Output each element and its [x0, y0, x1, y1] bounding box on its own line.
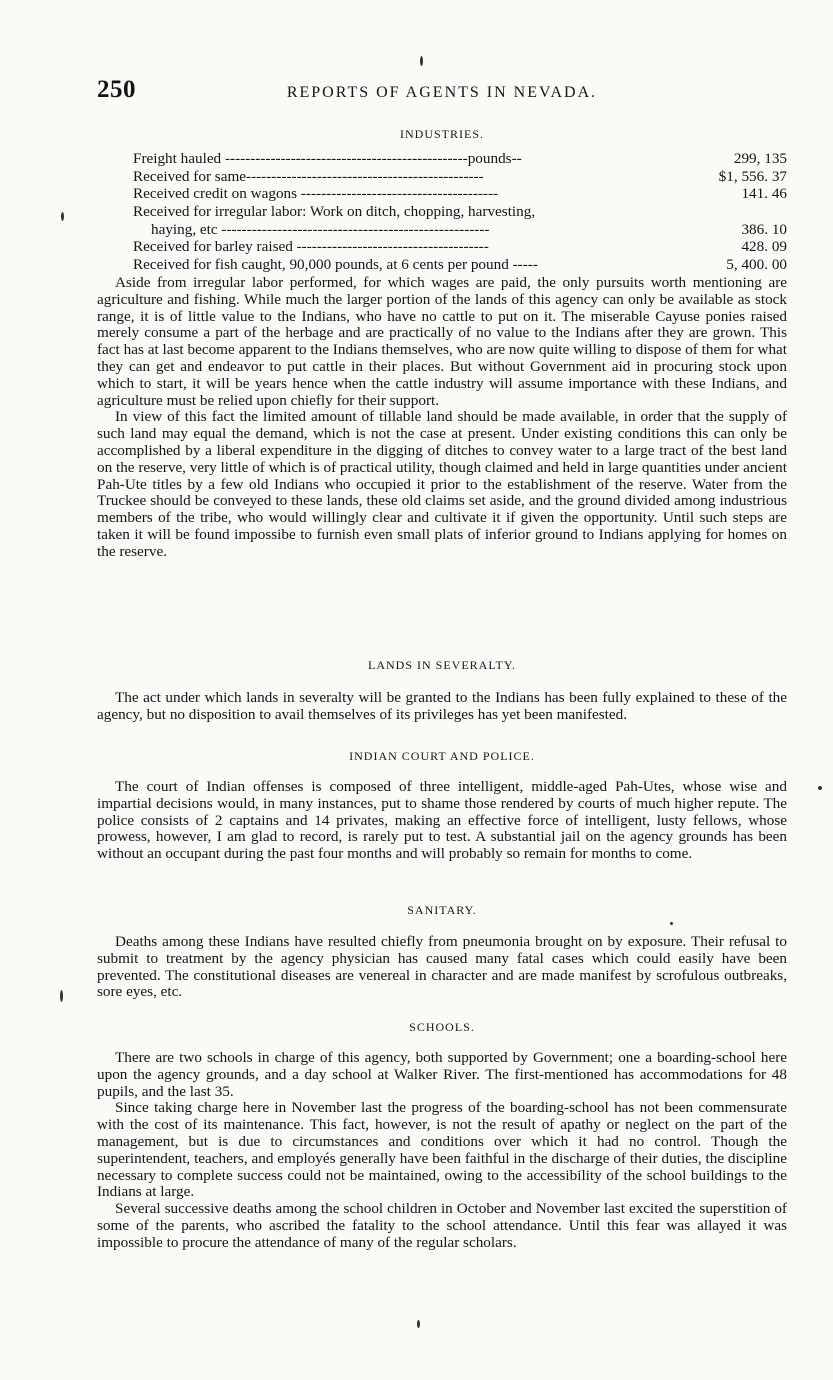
row-amount: $1, 556. 37 — [718, 167, 787, 185]
scan-speck — [670, 922, 673, 925]
table-row — [133, 168, 787, 186]
scan-speck — [61, 212, 64, 221]
row-amount: 386. 10 — [741, 220, 787, 238]
table-row — [133, 256, 787, 274]
table-row — [133, 150, 787, 168]
row-amount: 299, 135 — [733, 150, 787, 167]
schools-body — [97, 1050, 787, 1252]
row-label: haying, etc ----------------------------------------------------- — [151, 220, 490, 238]
row-amount: 141. 46 — [741, 185, 787, 203]
paragraph: There are two schools in charge of this agency, both supported by Government; one a boarding-school here upon the agency grounds, and a day school at Walker River. The first-mentioned has accommodations for 48 pupils, and the last 35. — [97, 1049, 787, 1100]
page-header — [97, 76, 787, 106]
paragraph: Aside from irregular labor performed, for which wages are paid, the only pursuits worth mentioning are agriculture and fishing. While much the larger portion of the lands of this agency can only be available as stock range, it is of little value to the Indians, who have no cattle to put on it. The miserable Cayuse ponies raised merely consume a part of the herbage and are practically of no value to the Indians after they are grown. This fact has at last become apparent to the Indians themselves, who are now quite willing to dispose of them for what they can get and endeavor to put cattle in their places. But without Government aid in procuring stock upon which to start, it will be years hence when the cattle industry will assume importance with these Indians, and agriculture must be relied upon chiefly for their support. — [97, 274, 787, 409]
paragraph: In view of this fact the limited amount of tillable land should be made available, in order that the supply of such land may equal the demand, which is not the case at present. Under existing conditions this can only be accomplished by a liberal expenditure in the digging of ditches to convey water to a large tract of the best land on the reserve, very little of which is of practical utility, though claimed and held in large quantities under ancient Pah-Ute titles by a few old Indians who occupied it prior to the establishment of the reserve. Water from the Truckee should be conveyed to these lands, these old claims set aside, and the ground divided among industrious members of the tribe, who would willingly clear and cultivate it if given the opportunity. Until such steps are taken it will be found impossibe to furnish even small plats of inferior ground to Indians applying for homes on the reserve. — [97, 408, 787, 560]
table-row — [133, 203, 787, 221]
sanitary-heading: SANITARY. — [407, 903, 477, 917]
row-label: Received credit on wagons --------------------------------------- — [133, 185, 499, 203]
industries-heading: INDUSTRIES. — [399, 127, 484, 141]
table-row — [133, 221, 787, 239]
row-label: Received for irregular labor: Work on ditch, chopping, harvesting, — [133, 203, 536, 221]
paragraph: The court of Indian offenses is composed of three intelligent, middle-aged Pah-Utes, whose wise and impartial decisions would, in many instances, put to shame those rendered by courts of much higher repute. The police consists of 2 captains and 14 privates, making an effective force of intelligent, lusty fellows, whose prowess, however, I am glad to record, is rarely put to test. A substantial jail on the agency grounds has been without an occupant during the past four months and will probably so remain for months to come. — [97, 778, 787, 863]
table-row — [133, 185, 787, 203]
scan-speck — [818, 786, 822, 790]
paragraph: The act under which lands in severalty will be granted to the Indians has been fully explained to these of the agency, but no disposition to avail themselves of its privileges has yet been manifested. — [97, 689, 787, 723]
row-amount: 428. 09 — [741, 238, 787, 256]
running-title: REPORTS OF AGENTS IN NEVADA. — [286, 84, 598, 101]
scan-speck — [420, 56, 423, 66]
row-label: Received for fish caught, 90,000 pounds, at 6 cents per pound ----- — [133, 256, 538, 274]
row-label: Freight hauled ------------------------------------------------pounds-- — [133, 150, 522, 167]
court-body — [97, 779, 787, 863]
paragraph: Deaths among these Indians have resulted chiefly from pneumonia brought on by exposure. Their refusal to submit to treatment by the agency physician has caused many fatal cases which could easily have been prevented. The constitutional diseases are venereal in character and are made manifest by scrofulous outbreaks, sore eyes, etc. — [97, 933, 787, 1001]
lands-body — [97, 690, 787, 724]
lands-heading: LANDS IN SEVERALTY. — [367, 658, 516, 672]
scan-speck — [60, 990, 63, 1002]
page-number: 250 — [97, 76, 136, 103]
row-label: Received for barley raised -------------------------------------- — [133, 238, 489, 256]
paragraph: Since taking charge here in November last the progress of the boarding-school has not been commensurate with the cost of its maintenance. This fact, however, is not the result of apathy or neglect on the part of the management, but is due to circumstances and conditions over which it had no control. Though the superintendent, teachers, and employés generally have been faithful in the discharge of their duties, the discipline necessary to complete success could not be maintained, owing to the accessibility of the school buildings to the Indians at large. — [97, 1099, 787, 1201]
sanitary-body — [97, 934, 787, 1001]
court-heading: INDIAN COURT AND POLICE. — [349, 749, 535, 763]
row-label: Received for same----------------------------------------------- — [133, 167, 484, 185]
industries-body — [97, 275, 787, 561]
scan-speck — [417, 1320, 420, 1328]
industries-table — [133, 150, 787, 274]
row-amount: 5, 400. 00 — [726, 256, 787, 274]
paragraph: Several successive deaths among the school children in October and November last excited the superstition of some of the parents, who ascribed the fatality to the school attendance. Until this fear was allayed it was impossible to procure the attendance of many of the regular scholars. — [97, 1200, 787, 1251]
table-row — [133, 238, 787, 256]
schools-heading: SCHOOLS. — [409, 1020, 475, 1034]
